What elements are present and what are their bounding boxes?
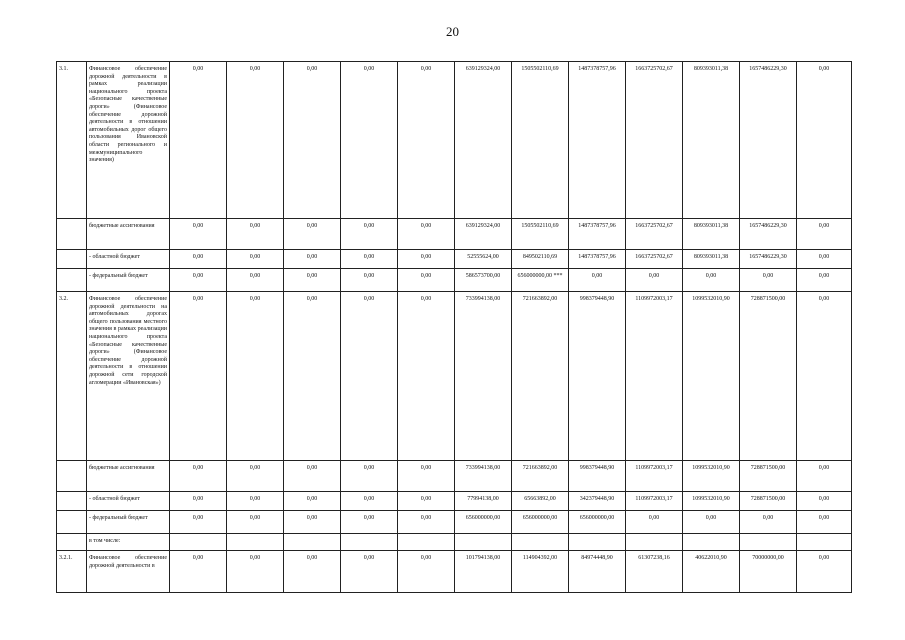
value-cell: 656000000,00 *** [512, 269, 569, 292]
value-cell: 1663725702,67 [626, 250, 683, 269]
value-cell: 1099532010,90 [683, 461, 740, 492]
row-number-cell [57, 461, 87, 492]
value-cell: 0,00 [170, 250, 227, 269]
table-row [57, 551, 852, 593]
table-row [57, 219, 852, 250]
value-cell: 728871500,00 [740, 492, 797, 511]
table-row [57, 492, 852, 511]
value-cell: 721663892,00 [512, 292, 569, 461]
value-cell [227, 534, 284, 551]
value-cell [740, 534, 797, 551]
value-cell: 0,00 [284, 551, 341, 593]
value-cell: 0,00 [227, 461, 284, 492]
value-cell: 0,00 [797, 461, 852, 492]
value-cell: 0,00 [626, 269, 683, 292]
value-cell: 0,00 [797, 250, 852, 269]
value-cell: 721663892,00 [512, 461, 569, 492]
value-cell: 1109972003,17 [626, 492, 683, 511]
row-number-cell: 3.1. [57, 62, 87, 219]
value-cell: 0,00 [170, 461, 227, 492]
value-cell [341, 534, 398, 551]
value-cell: 0,00 [284, 62, 341, 219]
row-name-cell: в том числе: [87, 534, 170, 551]
value-cell [398, 534, 455, 551]
row-name-cell: - областной бюджет [87, 250, 170, 269]
row-number-cell [57, 269, 87, 292]
value-cell: 1657486229,30 [740, 219, 797, 250]
row-number-cell [57, 250, 87, 269]
row-name-cell: - областной бюджет [87, 492, 170, 511]
row-number-cell [57, 534, 87, 551]
value-cell: 0,00 [341, 492, 398, 511]
value-cell: 0,00 [341, 511, 398, 534]
value-cell: 0,00 [398, 292, 455, 461]
budget-table [56, 61, 852, 593]
value-cell: 0,00 [170, 511, 227, 534]
value-cell: 0,00 [170, 269, 227, 292]
value-cell: 639129324,00 [455, 62, 512, 219]
value-cell: 656000000,00 [512, 511, 569, 534]
row-name-cell: - федеральный бюджет [87, 269, 170, 292]
value-cell: 70000000,00 [740, 551, 797, 593]
value-cell: 0,00 [740, 511, 797, 534]
value-cell: 656000000,00 [569, 511, 626, 534]
value-cell: 1505502110,69 [512, 62, 569, 219]
value-cell: 0,00 [398, 269, 455, 292]
value-cell: 1663725702,67 [626, 62, 683, 219]
table-row [57, 62, 852, 219]
value-cell: 0,00 [797, 511, 852, 534]
value-cell: 0,00 [797, 551, 852, 593]
row-name-cell: бюджетные ассигнования [87, 461, 170, 492]
value-cell: 1487378757,96 [569, 62, 626, 219]
value-cell: 0,00 [341, 269, 398, 292]
value-cell: 0,00 [341, 62, 398, 219]
value-cell: 0,00 [284, 250, 341, 269]
value-cell: 998379448,90 [569, 292, 626, 461]
value-cell: 1663725702,67 [626, 219, 683, 250]
value-cell: 1657486229,30 [740, 62, 797, 219]
row-number-cell: 3.2. [57, 292, 87, 461]
table-row [57, 269, 852, 292]
table-row [57, 250, 852, 269]
value-cell: 0,00 [398, 551, 455, 593]
value-cell: 0,00 [740, 269, 797, 292]
value-cell: 998379448,90 [569, 461, 626, 492]
row-name-cell: Финансовое обеспечение дорожной деятельности в рамках реализации национального проекта «Безопасные качественные дороги» (Финансовое обеспечение дорожной деятельности в отношении автомобильных дорог общего пользования Ивановской области регионального и межмуниципального значения) [87, 62, 170, 219]
value-cell: 0,00 [398, 250, 455, 269]
value-cell: 77994138,00 [455, 492, 512, 511]
value-cell [455, 534, 512, 551]
value-cell: 1099532010,90 [683, 292, 740, 461]
value-cell: 1657486229,30 [740, 250, 797, 269]
value-cell: 809393011,38 [683, 250, 740, 269]
value-cell: 0,00 [284, 461, 341, 492]
value-cell: 733994138,00 [455, 292, 512, 461]
page-number: 20 [446, 24, 459, 39]
value-cell: 809393011,38 [683, 219, 740, 250]
value-cell: 0,00 [227, 511, 284, 534]
value-cell: 728871500,00 [740, 292, 797, 461]
value-cell [170, 534, 227, 551]
value-cell: 849502110,69 [512, 250, 569, 269]
value-cell [569, 534, 626, 551]
value-cell: 0,00 [341, 292, 398, 461]
value-cell: 639129324,00 [455, 219, 512, 250]
row-name-cell: Финансовое обеспечение дорожной деятельности на автомобильных дорогах общего пользования местного значения в рамках реализации национального проекта «Безопасные качественные дороги» (Финансовое обеспечение дорожной деятельности в отношении дорожной сети городской агломерации «Ивановская») [87, 292, 170, 461]
value-cell: 0,00 [398, 461, 455, 492]
value-cell: 0,00 [227, 492, 284, 511]
value-cell: 0,00 [284, 511, 341, 534]
table-body [57, 62, 852, 593]
value-cell: 52555624,00 [455, 250, 512, 269]
value-cell [512, 534, 569, 551]
value-cell: 0,00 [227, 551, 284, 593]
value-cell: 809393011,38 [683, 62, 740, 219]
value-cell: 0,00 [227, 269, 284, 292]
table-row [57, 534, 852, 551]
row-name-cell: бюджетные ассигнования [87, 219, 170, 250]
value-cell: 0,00 [398, 492, 455, 511]
value-cell: 1109972003,17 [626, 292, 683, 461]
row-name-cell: - федеральный бюджет [87, 511, 170, 534]
value-cell: 0,00 [341, 461, 398, 492]
value-cell: 114904392,00 [512, 551, 569, 593]
value-cell: 84974448,90 [569, 551, 626, 593]
value-cell: 0,00 [284, 292, 341, 461]
value-cell: 0,00 [398, 219, 455, 250]
value-cell: 586573700,00 [455, 269, 512, 292]
value-cell: 0,00 [170, 62, 227, 219]
value-cell [284, 534, 341, 551]
value-cell: 0,00 [398, 62, 455, 219]
table-row [57, 461, 852, 492]
value-cell: 0,00 [683, 269, 740, 292]
value-cell: 101794138,00 [455, 551, 512, 593]
value-cell: 0,00 [227, 62, 284, 219]
value-cell: 728871500,00 [740, 461, 797, 492]
value-cell: 0,00 [398, 511, 455, 534]
value-cell [683, 534, 740, 551]
value-cell: 65663892,00 [512, 492, 569, 511]
row-number-cell [57, 511, 87, 534]
value-cell: 0,00 [170, 551, 227, 593]
value-cell: 1487378757,96 [569, 250, 626, 269]
value-cell: 0,00 [227, 292, 284, 461]
value-cell: 61307238,16 [626, 551, 683, 593]
value-cell: 1099532010,90 [683, 492, 740, 511]
value-cell: 656000000,00 [455, 511, 512, 534]
row-number-cell [57, 492, 87, 511]
value-cell: 0,00 [284, 492, 341, 511]
value-cell: 0,00 [797, 269, 852, 292]
value-cell: 0,00 [797, 62, 852, 219]
row-number-cell: 3.2.1. [57, 551, 87, 593]
value-cell: 0,00 [797, 492, 852, 511]
value-cell [626, 534, 683, 551]
row-number-cell [57, 219, 87, 250]
value-cell: 0,00 [683, 511, 740, 534]
value-cell: 0,00 [170, 219, 227, 250]
value-cell [797, 534, 852, 551]
value-cell: 0,00 [227, 250, 284, 269]
value-cell: 1487378757,96 [569, 219, 626, 250]
value-cell: 342379448,90 [569, 492, 626, 511]
table-row [57, 511, 852, 534]
value-cell: 1505502110,69 [512, 219, 569, 250]
value-cell: 0,00 [341, 250, 398, 269]
value-cell: 0,00 [569, 269, 626, 292]
value-cell: 733994138,00 [455, 461, 512, 492]
value-cell: 0,00 [284, 219, 341, 250]
table-row [57, 292, 852, 461]
value-cell: 0,00 [626, 511, 683, 534]
value-cell: 0,00 [170, 292, 227, 461]
value-cell: 0,00 [341, 219, 398, 250]
value-cell: 0,00 [341, 551, 398, 593]
value-cell: 40622010,90 [683, 551, 740, 593]
value-cell: 0,00 [797, 219, 852, 250]
value-cell: 0,00 [170, 492, 227, 511]
value-cell: 0,00 [284, 269, 341, 292]
row-name-cell: Финансовое обеспечение дорожной деятельности в [87, 551, 170, 593]
value-cell: 0,00 [227, 219, 284, 250]
value-cell: 0,00 [797, 292, 852, 461]
value-cell: 1109972003,17 [626, 461, 683, 492]
